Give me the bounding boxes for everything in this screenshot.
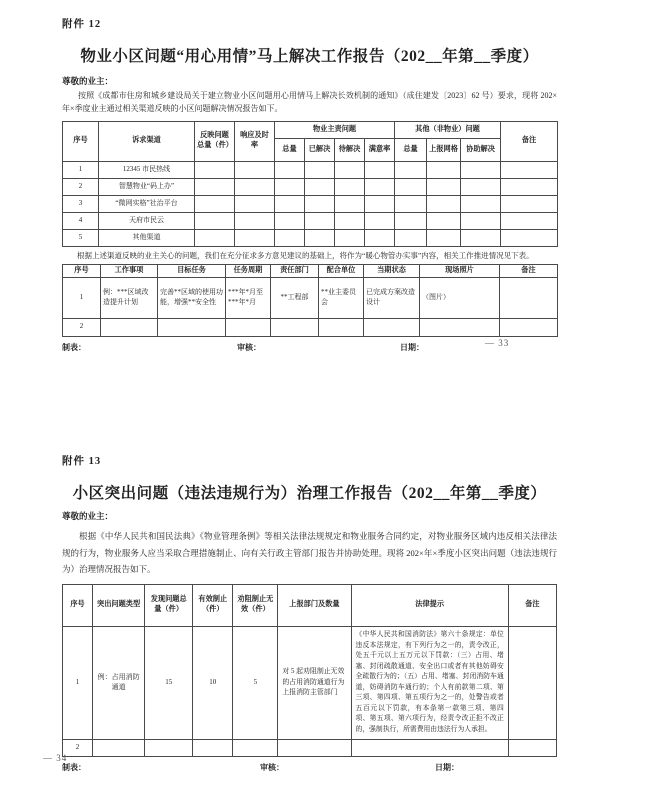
cell xyxy=(365,161,395,178)
cell xyxy=(427,195,461,212)
cell xyxy=(351,739,508,756)
cell xyxy=(145,739,193,756)
header-cell: 当期状态 xyxy=(364,264,420,277)
header-cell: 工作事项 xyxy=(101,264,158,277)
header-cell: 上报部门及数量 xyxy=(278,584,351,626)
cell-no: 1 xyxy=(63,277,101,318)
cell xyxy=(501,161,558,178)
header-cell: 反映问题总量（件） xyxy=(195,121,235,161)
cell xyxy=(427,161,461,178)
cell-channel: 12345 市民热线 xyxy=(99,161,195,178)
header-cell: 任务周期 xyxy=(226,264,271,277)
table-row xyxy=(63,178,558,195)
cell xyxy=(365,195,395,212)
salutation: 尊敬的业主： xyxy=(62,76,114,86)
cell xyxy=(195,161,235,178)
cell xyxy=(365,229,395,246)
cell xyxy=(275,229,305,246)
table-header-row xyxy=(63,121,558,138)
cell xyxy=(427,212,461,229)
cell: 已完成方案改造设计 xyxy=(364,277,420,318)
cell-no: 5 xyxy=(63,229,99,246)
header-cell: 现场照片 xyxy=(420,264,500,277)
note-paragraph: 根据上述渠道反映的业主关心的问题，我们在充分征求多方意见建议的基础上，将作为“暖心物管办实事”内容，相关工作推进情况见下表。 xyxy=(77,250,534,260)
cell-no: 3 xyxy=(63,195,99,212)
table-row xyxy=(63,318,558,336)
cell xyxy=(501,229,558,246)
cell xyxy=(275,195,305,212)
cell xyxy=(271,318,319,336)
page-attachment-12 xyxy=(0,0,664,354)
cell xyxy=(158,318,226,336)
page-number: — 34 xyxy=(43,753,68,763)
table-row xyxy=(63,277,558,318)
page-title: 小区突出问题（违法违规行为）治理工作报告（202__年第__季度） xyxy=(72,485,547,502)
header-cell: 备注 xyxy=(508,584,556,626)
cell-channel: 智慧物业“码上办” xyxy=(99,178,195,195)
cell xyxy=(461,178,501,195)
cell-no: 2 xyxy=(63,178,99,195)
cell xyxy=(461,212,501,229)
cell-problem-type: 例：占用消防通道 xyxy=(93,626,145,739)
cell-no: 4 xyxy=(63,212,99,229)
cell xyxy=(275,212,305,229)
cell: **工程部 xyxy=(271,277,319,318)
cell xyxy=(101,318,158,336)
header-cell: 总量 xyxy=(395,138,427,161)
cell xyxy=(235,178,275,195)
cell xyxy=(508,739,556,756)
cell-remark xyxy=(508,626,556,739)
cell xyxy=(365,212,395,229)
header-cell: 配合单位 xyxy=(319,264,364,277)
header-cell: 上报网格 xyxy=(427,138,461,161)
table-row xyxy=(63,229,558,246)
cell xyxy=(427,178,461,195)
header-cell: 已解决 xyxy=(305,138,335,161)
attachment-label: 附件 13 xyxy=(62,456,102,467)
cell xyxy=(195,212,235,229)
cell xyxy=(235,161,275,178)
header-group-other: 其他（非物业）问题 xyxy=(395,121,501,138)
cell xyxy=(275,178,305,195)
cell-legal-tip: 《中华人民共和国消防法》第六十条规定：单位违反本法规定，有下列行为之一的，责令改正，处五千元以上五万元以下罚款：（三）占用、堵塞、封闭疏散通道、安全出口或者有其他妨碍安全疏散行为的；（五）占用、堵塞、封闭消防车通道，妨碍消防车通行的；个人有前款第二项、第三项、第四项、第五项行为之一的，处警告或者五百元以下罚款，有本条第一款第三项、第四项、第五项、第六项行为，经责令改正拒不改正的，强制执行，所需费用由违法行为人承担。 xyxy=(351,626,508,739)
header-cell: 诉求渠道 xyxy=(99,121,195,161)
header-cell: 总量 xyxy=(275,138,305,161)
cell-failed-count: 5 xyxy=(233,626,278,739)
cell xyxy=(461,161,501,178)
violation-treatment-table xyxy=(62,584,557,757)
header-cell: 满意率 xyxy=(365,138,395,161)
cell-stopped-count: 10 xyxy=(193,626,233,739)
attachment-label: 附件 12 xyxy=(62,19,102,30)
cell: 完善**区域的使用功能，增强**安全性 xyxy=(158,277,226,318)
cell-channel: “微网实格”社治平台 xyxy=(99,195,195,212)
cell xyxy=(427,229,461,246)
cell xyxy=(395,195,427,212)
cell xyxy=(364,318,420,336)
header-cell: 响应及时率 xyxy=(235,121,275,161)
cell xyxy=(335,212,365,229)
work-progress-table xyxy=(62,264,558,337)
cell xyxy=(235,195,275,212)
table-row xyxy=(63,739,557,756)
cell xyxy=(195,229,235,246)
table-header-row xyxy=(63,264,558,277)
cell xyxy=(233,739,278,756)
header-cell: 序号 xyxy=(63,264,101,277)
cell xyxy=(195,195,235,212)
cell xyxy=(500,318,558,336)
cell xyxy=(275,161,305,178)
intro-paragraph: 根据《中华人民共和国民法典》《物业管理条例》等相关法律法规规定和物业服务合同约定，对物业服务区域内违反相关法律法规的行为，物业服务人应当采取合理措施制止、向有关行政主管部门报告并协助处理。现将 202×年×季度小区突出问题（违法违规行为）治理情况报告如下。 xyxy=(62,531,557,575)
cell-channel: 其他渠道 xyxy=(99,229,195,246)
cell xyxy=(501,212,558,229)
cell-no: 1 xyxy=(63,161,99,178)
cell xyxy=(395,178,427,195)
cell-no: 2 xyxy=(63,318,101,336)
cell xyxy=(226,318,271,336)
cell xyxy=(461,195,501,212)
header-cell: 责任部门 xyxy=(271,264,319,277)
cell xyxy=(93,739,145,756)
cell xyxy=(420,318,500,336)
cell xyxy=(305,195,335,212)
cell xyxy=(500,277,558,318)
cell xyxy=(395,229,427,246)
cell xyxy=(335,195,365,212)
header-cell: 序号 xyxy=(63,584,93,626)
cell xyxy=(395,212,427,229)
intro-paragraph: 按照《成都市住房和城乡建设局关于建立物业小区问题用心用情马上解决长效机制的通知》（成住建发〔2023〕62 号）要求，现将 202×年×季度业主通过相关渠道反映的小区问题解决情况报告如下。 xyxy=(62,91,557,113)
header-cell: 目标任务 xyxy=(158,264,226,277)
cell xyxy=(235,212,275,229)
cell xyxy=(501,178,558,195)
header-cell: 备注 xyxy=(500,264,558,277)
cell xyxy=(305,178,335,195)
header-cell: 发现问题总量（件） xyxy=(145,584,193,626)
header-cell: 突出问题类型 xyxy=(93,584,145,626)
salutation: 尊敬的业主： xyxy=(62,511,114,521)
cell: ***年*月至***年*月 xyxy=(226,277,271,318)
header-cell: 待解决 xyxy=(335,138,365,161)
cell xyxy=(235,229,275,246)
cell-found-count: 15 xyxy=(145,626,193,739)
cell xyxy=(305,229,335,246)
header-cell: 有效制止（件） xyxy=(193,584,233,626)
cell xyxy=(395,161,427,178)
cell xyxy=(305,212,335,229)
page-title: 物业小区问题“用心用情”马上解决工作报告（202__年第__季度） xyxy=(80,48,539,65)
table-row xyxy=(63,626,557,739)
header-cell: 劝阻制止无效（件） xyxy=(233,584,278,626)
table-row xyxy=(63,212,558,229)
header-group-property: 物业主责问题 xyxy=(275,121,395,138)
page-number: — 33 xyxy=(485,338,510,348)
table-row xyxy=(63,161,558,178)
maker-label: 制表： xyxy=(62,342,86,352)
cell xyxy=(335,178,365,195)
review-label: 审核： xyxy=(237,342,261,352)
cell xyxy=(319,318,364,336)
date-label: 日期： xyxy=(435,762,459,772)
cell xyxy=(365,178,395,195)
cell xyxy=(278,739,351,756)
cell xyxy=(335,229,365,246)
cell xyxy=(501,195,558,212)
cell-photo-placeholder: （图片） xyxy=(420,277,500,318)
page-attachment-13 xyxy=(0,437,664,774)
cell xyxy=(305,161,335,178)
header-cell: 法律提示 xyxy=(351,584,508,626)
cell-channel: 天府市民云 xyxy=(99,212,195,229)
header-cell: 序号 xyxy=(63,121,99,161)
cell: 例：***区域改造提升计划 xyxy=(101,277,158,318)
cell: **业主委员会 xyxy=(319,277,364,318)
cell-report-detail: 对 5 起劝阻制止无效的占用消防通道行为上报消防主管部门 xyxy=(278,626,351,739)
cell-no: 2 xyxy=(63,739,93,756)
signature-row xyxy=(62,342,557,354)
complaint-channel-table xyxy=(62,121,558,247)
cell xyxy=(195,178,235,195)
date-label: 日期： xyxy=(400,342,424,352)
cell xyxy=(335,161,365,178)
cell xyxy=(461,229,501,246)
cell xyxy=(193,739,233,756)
header-cell: 协助解决 xyxy=(461,138,501,161)
maker-label: 制表： xyxy=(62,762,86,772)
review-label: 审核： xyxy=(260,762,284,772)
signature-row xyxy=(62,762,557,774)
header-cell: 备注 xyxy=(501,121,558,161)
table-row xyxy=(63,195,558,212)
table-header-row xyxy=(63,584,557,626)
cell-no: 1 xyxy=(63,626,93,739)
